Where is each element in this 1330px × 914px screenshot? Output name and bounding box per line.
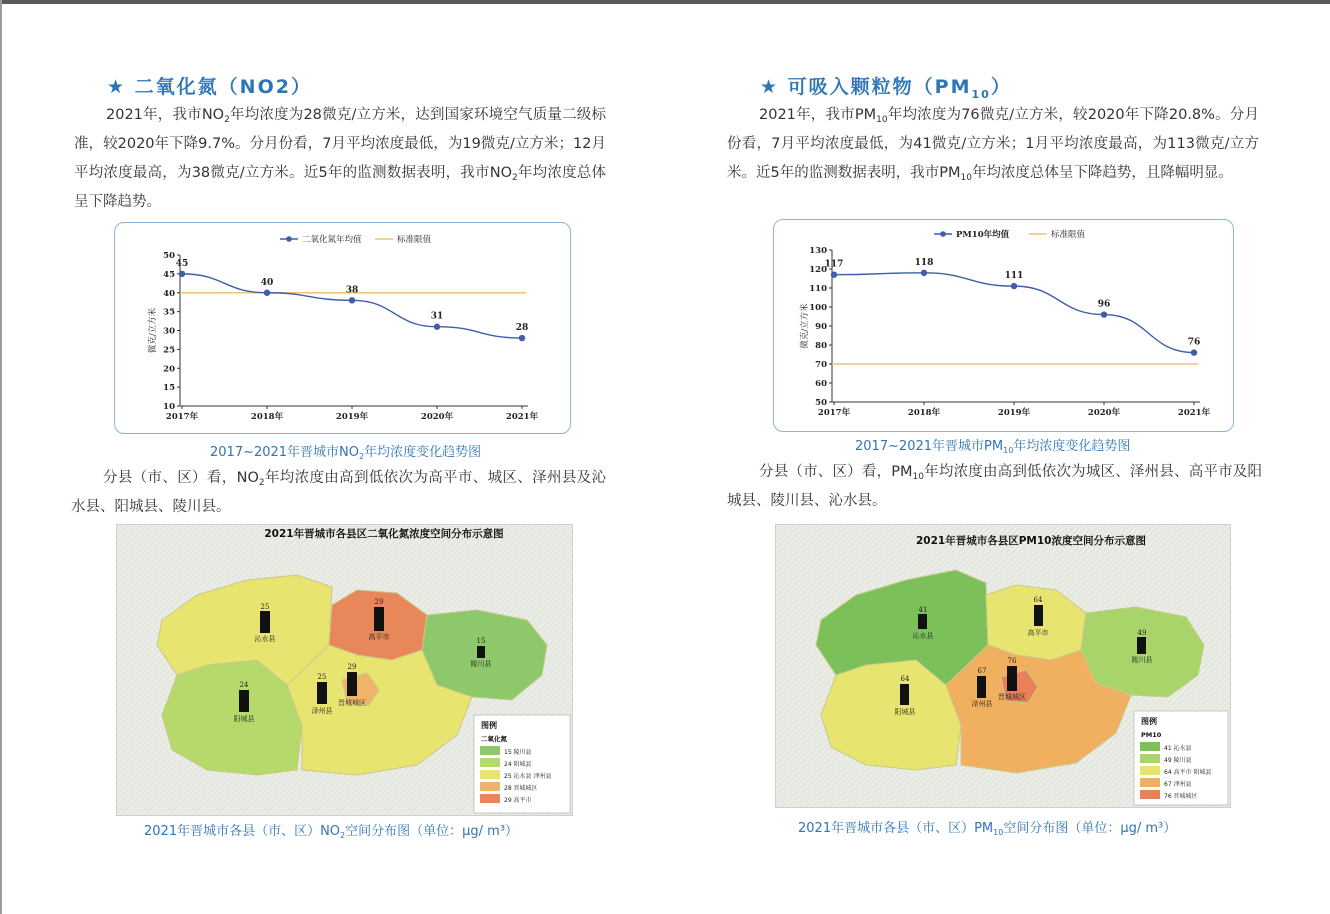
map-value: 29 (347, 663, 357, 671)
pm10-paragraph-1: 2021年，我市$PM_{10}$年均浓度为76微克/立方米，较2020年下降20.8%。分月份看，7月平均浓度最低，为41微克/立方米；1月平均浓度最高，为113微克/立方米。近5年的监测数据表明，我市$PM_{10}$年均浓度总体呈下降趋势，且降幅明显。 (727, 107, 1259, 183)
pm10-map-legend (1134, 711, 1228, 805)
y-tick-label: 50 (815, 398, 827, 408)
legend-swatch (480, 770, 500, 779)
data-label: 40 (260, 277, 274, 288)
window-top-border (0, 0, 1330, 4)
data-point (349, 297, 355, 303)
x-tick-label: 2018年 (907, 408, 941, 418)
no2-map-title: 2021年晋城市各县区二氧化氮浓度空间分布示意图 (264, 528, 504, 540)
y-tick-label: 110 (809, 284, 827, 294)
map-label: 泽州县 (311, 707, 333, 715)
y-tick-label: 80 (815, 341, 827, 351)
map-label: 沁水县 (254, 635, 276, 643)
data-label: 45 (175, 258, 189, 269)
no2-chart-svg (115, 223, 570, 433)
no2-paragraph-1: 2021年，我市$NO_2$年均浓度为28微克/立方米，达到国家环境空气质量二级标准，较2020年下降9.7%。分月份看，7月平均浓度最低，为19微克/立方米；12月平均浓度最高，为38微克/立方米。近5年的监测数据表明，我市$NO_2$年均浓度总体呈下降趋势。 (74, 107, 606, 210)
data-point (831, 272, 837, 278)
legend-label: PM10年均值 (956, 230, 1010, 240)
x-tick-label: 2018年 (250, 412, 284, 422)
x-tick-label: 2020年 (420, 412, 454, 422)
data-label: 28 (515, 323, 529, 334)
y-tick-label: 10 (163, 402, 175, 412)
no2-map-caption: 2021年晋城市各县（市、区）$NO_2$空间分布图（单位：μg/ m³） (144, 824, 519, 840)
window-left-border (0, 0, 2, 914)
x-tick-label: 2019年 (997, 408, 1031, 418)
pm10-trend-chart (773, 219, 1234, 432)
y-axis-label: 微克/立方米 (148, 307, 158, 354)
pm10-paragraph-2: 分县（市、区）看，$PM_{10}$年均浓度由高到低依次为城区、泽州县、高平市及阳城县、陵川县、沁水县。 (727, 464, 1262, 509)
legend-label: 二氧化氮年均值 (302, 235, 362, 245)
legend-swatch (1140, 790, 1160, 799)
legend-swatch (480, 794, 500, 803)
y-tick-label: 120 (809, 265, 827, 275)
y-tick-label: 40 (163, 288, 175, 299)
data-label: 117 (824, 259, 844, 270)
map-value: 25 (317, 673, 327, 681)
data-label: 31 (430, 311, 444, 322)
legend-title: 图例 (1141, 717, 1157, 726)
legend-label: 29 高平市 (504, 797, 532, 804)
legend-label: 49 陵川县 (1164, 757, 1192, 764)
map-value: 64 (1033, 596, 1043, 604)
data-point (434, 324, 440, 330)
legend-subtitle: PM10 (1141, 731, 1162, 739)
data-label: 118 (914, 257, 934, 268)
legend-swatch (480, 782, 500, 791)
map-label: 阳城县 (233, 715, 255, 723)
map-label: 阳城县 (894, 708, 916, 716)
y-tick-label: 45 (163, 269, 175, 280)
y-tick-label: 60 (815, 379, 827, 389)
legend-label: 标准限值 (397, 235, 432, 245)
pm10-map-caption: 2021年晋城市各县（市、区）$PM_{10}$空间分布图（单位：μg/ m³） (798, 821, 1177, 837)
legend-title: 图例 (481, 721, 497, 730)
map-bar (918, 614, 927, 629)
y-tick-label: 20 (163, 364, 175, 375)
data-point (921, 270, 927, 276)
legend-label: 25 沁水县 泽州县 (504, 773, 552, 780)
no2-trend-chart (114, 222, 571, 434)
legend-label: 76 晋城城区 (1164, 793, 1198, 800)
no2-map-svg (117, 525, 572, 815)
pm10-chart-caption: 2017~2021年晋城市$PM_{10}$年均浓度变化趋势图 (855, 439, 1131, 455)
star-icon: ★ (760, 76, 780, 98)
map-value: 49 (1137, 629, 1147, 637)
y-tick-label: 70 (815, 360, 827, 370)
map-value: 76 (1007, 657, 1017, 665)
map-bar (900, 684, 909, 705)
x-tick-label: 2021年 (1177, 408, 1211, 418)
y-tick-label: 25 (163, 345, 175, 356)
legend-label: 28 晋城城区 (504, 785, 538, 792)
data-label: 96 (1097, 299, 1111, 310)
y-tick-label: 100 (809, 303, 827, 313)
data-point (179, 271, 185, 277)
legend-label: 41 沁水县 (1164, 745, 1192, 752)
map-label: 晋城城区 (998, 693, 1026, 701)
no2-heading (107, 72, 312, 99)
map-value: 15 (476, 637, 486, 645)
legend-label: 67 泽州县 (1164, 781, 1192, 788)
y-axis-label: 微克/立方米 (800, 303, 810, 349)
pm10-map-svg (776, 525, 1230, 807)
y-tick-label: 90 (815, 322, 827, 332)
map-label: 泽州县 (971, 700, 993, 708)
pm10-distribution-map (775, 524, 1231, 808)
legend-marker (286, 236, 292, 242)
map-bar (374, 607, 384, 631)
y-tick-label: 30 (163, 326, 175, 337)
no2-chart-caption: 2017~2021年晋城市$NO_2$年均浓度变化趋势图 (210, 445, 482, 461)
no2-map-legend (474, 715, 570, 813)
legend-label: 15 陵川县 (504, 749, 532, 756)
data-label: 111 (1004, 271, 1024, 282)
no2-distribution-map (116, 524, 573, 816)
map-bar (477, 646, 485, 658)
data-point (1101, 311, 1107, 317)
legend-subtitle: 二氧化氮 (481, 735, 507, 743)
pm10-chart-svg (774, 220, 1233, 431)
map-label: 高平市 (1027, 629, 1049, 637)
star-icon: ★ (107, 76, 127, 98)
y-tick-label: 130 (809, 246, 827, 256)
map-label: 晋城城区 (338, 699, 366, 707)
data-label: 76 (1187, 337, 1201, 348)
y-tick-label: 35 (163, 307, 175, 318)
legend-label: 64 高平市 阳城县 (1164, 769, 1212, 776)
pm10-heading-text: 可吸入颗粒物$(PM_{10})$ (787, 76, 1012, 101)
y-tick-label: 15 (163, 383, 175, 394)
data-point (1011, 283, 1017, 289)
map-bar (317, 682, 327, 704)
map-bar (1007, 666, 1017, 691)
y-tick-label: 50 (163, 251, 175, 261)
data-point (264, 290, 270, 296)
map-value: 29 (374, 598, 384, 606)
map-bar (1034, 605, 1043, 626)
map-label: 陵川县 (1131, 656, 1153, 664)
x-tick-label: 2021年 (505, 412, 539, 422)
legend-swatch (480, 746, 500, 755)
map-value: 67 (977, 667, 987, 675)
x-tick-label: 2019年 (335, 412, 369, 422)
legend-swatch (1140, 742, 1160, 751)
legend-swatch (480, 758, 500, 767)
map-bar (347, 672, 357, 696)
map-label: 沁水县 (912, 632, 934, 640)
map-bar (977, 676, 986, 698)
x-tick-label: 2017年 (817, 408, 851, 418)
map-label: 高平市 (368, 633, 390, 641)
x-tick-label: 2017年 (165, 412, 199, 422)
map-value: 41 (918, 606, 928, 614)
no2-paragraph-2: 分县（市、区）看，$NO_2$年均浓度由高到低依次为高平市、城区、泽州县及沁水县、阳城县、陵川县。 (71, 470, 606, 515)
data-point (1191, 349, 1197, 355)
x-tick-label: 2020年 (1087, 408, 1121, 418)
legend-swatch (1140, 766, 1160, 775)
pm10-heading (760, 72, 1012, 101)
series-line (182, 274, 522, 338)
data-point (519, 335, 525, 341)
data-label: 38 (345, 285, 359, 296)
legend-label: 24 阳城县 (504, 761, 532, 768)
map-value: 24 (239, 681, 249, 689)
map-bar (260, 611, 270, 633)
no2-heading-text: 二氧化氮（NO2） (134, 76, 312, 98)
map-value: 64 (900, 675, 910, 683)
pm10-map-title: 2021年晋城市各县区PM10浓度空间分布示意图 (916, 535, 1146, 547)
map-bar (239, 690, 249, 712)
legend-swatch (1140, 754, 1160, 763)
legend-label: 标准限值 (1051, 230, 1086, 240)
legend-marker (940, 231, 946, 237)
legend-swatch (1140, 778, 1160, 787)
map-bar (1137, 637, 1146, 654)
map-value: 25 (260, 603, 270, 611)
map-label: 陵川县 (470, 660, 492, 668)
